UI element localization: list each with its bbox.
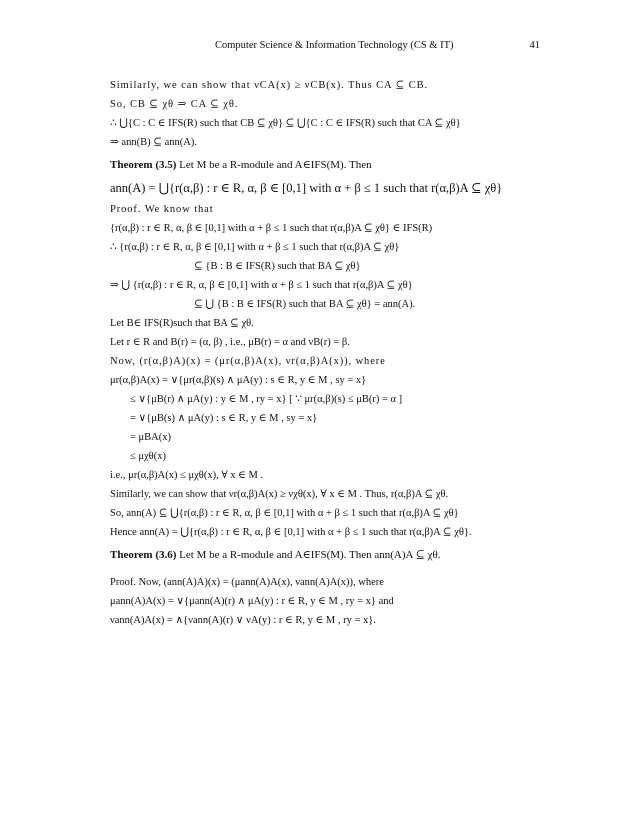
theorem-text: Let M be a R-module and A∈IFS(M). Then bbox=[176, 159, 372, 171]
theorem-3-6 bbox=[110, 548, 540, 563]
page-body bbox=[110, 78, 540, 632]
proof-line: = μBA(x) bbox=[130, 432, 172, 443]
text-line: ∴ ⋃{C : C ∈ IFS(R) such that CB ⊆ χθ} ⊆ ⋃{C : C ∈ IFS(R) such that CA ⊆ χθ} bbox=[110, 118, 461, 129]
theorem-heading: Theorem (3.6) bbox=[110, 549, 177, 561]
proof-line: = ∨{μB(s) ∧ μA(y) : s ∈ R, y ∈ M , sy = x} bbox=[130, 413, 318, 424]
proof-line: νann(A)A(x) = ∧{νann(A)(r) ∨ νA(y) : r ∈ R, y ∈ M , ry = x}. bbox=[110, 615, 376, 626]
proof-line: So, ann(A) ⊆ ⋃{r(α,β) : r ∈ R, α, β ∈ [0,1] with α + β ≤ 1 such that r(α,β)A ⊆ χθ} bbox=[110, 508, 459, 519]
proof-line: Proof. We know that bbox=[110, 204, 214, 215]
running-title: Computer Science & Information Technology (CS & IT) bbox=[215, 40, 454, 51]
proof-line: ⊆ ⋃ {B : B ∈ IFS(R) such that BA ⊆ χθ} = ann(A). bbox=[194, 299, 416, 310]
proof-line: ⇒ ⋃ {r(α,β) : r ∈ R, α, β ∈ [0,1] with α + β ≤ 1 such that r(α,β)A ⊆ χθ} bbox=[110, 280, 413, 291]
text-line: Similarly, we can show that νCA(x) ≥ νCB(x). Thus CA ⊆ CB. bbox=[110, 80, 429, 91]
theorem-heading: Theorem (3.5) bbox=[110, 159, 177, 171]
proof-line: μann(A)A(x) = ∨{μann(A)(r) ∧ μA(y) : r ∈ R, y ∈ M , ry = x} and bbox=[110, 596, 394, 607]
page-number: 41 bbox=[529, 40, 540, 51]
text-line: ⇒ ann(B) ⊆ ann(A). bbox=[110, 137, 197, 148]
proof-line: ∴ {r(α,β) : r ∈ R, α, β ∈ [0,1] with α + β ≤ 1 such that r(α,β)A ⊆ χθ} bbox=[110, 242, 400, 253]
proof-line: Let r ∈ R and B(r) = (α, β) , i.e., μB(r) = α and νB(r) = β. bbox=[110, 337, 350, 348]
proof-line: ≤ ∨{μB(r) ∧ μA(y) : y ∈ M , ry = x} [ ∵ μr(α,β)(s) ≤ μB(r) = α ] bbox=[130, 394, 403, 405]
proof-line: μr(α,β)A(x) = ∨{μr(α,β)(s) ∧ μA(y) : s ∈ R, y ∈ M , sy = x} bbox=[110, 375, 367, 386]
theorem-text: Let M be a R-module and A∈IFS(M). Then ann(A)A ⊆ χθ. bbox=[176, 549, 441, 561]
theorem-formula: ann(A) = ⋃{r(α,β) : r ∈ R, α, β ∈ [0,1] with α + β ≤ 1 such that r(α,β)A ⊆ χθ} bbox=[110, 181, 503, 195]
text-line: So, CB ⊆ χθ ⇒ CA ⊆ χθ. bbox=[110, 99, 239, 110]
proof-line: i.e., μr(α,β)A(x) ≤ μχθ(x), ∀ x ∈ M . bbox=[110, 470, 264, 481]
proof-line: Similarly, we can show that νr(α,β)A(x) ≥ νχθ(x), ∀ x ∈ M . Thus, r(α,β)A ⊆ χθ. bbox=[110, 489, 449, 500]
proof-line: Let B∈ IFS(R)such that BA ⊆ χθ. bbox=[110, 318, 254, 329]
proof-line: Now, (r(α,β)A)(x) = (μr(α,β)A(x), νr(α,β)A(x)), where bbox=[110, 356, 386, 367]
theorem-3-5 bbox=[110, 158, 540, 173]
proof-line: ≤ μχθ(x) bbox=[130, 451, 166, 462]
proof-line: {r(α,β) : r ∈ R, α, β ∈ [0,1] with α + β ≤ 1 such that r(α,β)A ⊆ χθ} ∈ IFS(R) bbox=[110, 223, 433, 234]
proof-line: ⊆ {B : B ∈ IFS(R) such that BA ⊆ χθ} bbox=[194, 261, 361, 272]
proof-line: Hence ann(A) = ⋃{r(α,β) : r ∈ R, α, β ∈ [0,1] with α + β ≤ 1 such that r(α,β)A ⊆ χθ}. bbox=[110, 527, 472, 538]
proof-line: Proof. Now, (ann(A)A)(x) = (μann(A)A(x), νann(A)A(x)), where bbox=[110, 577, 384, 588]
